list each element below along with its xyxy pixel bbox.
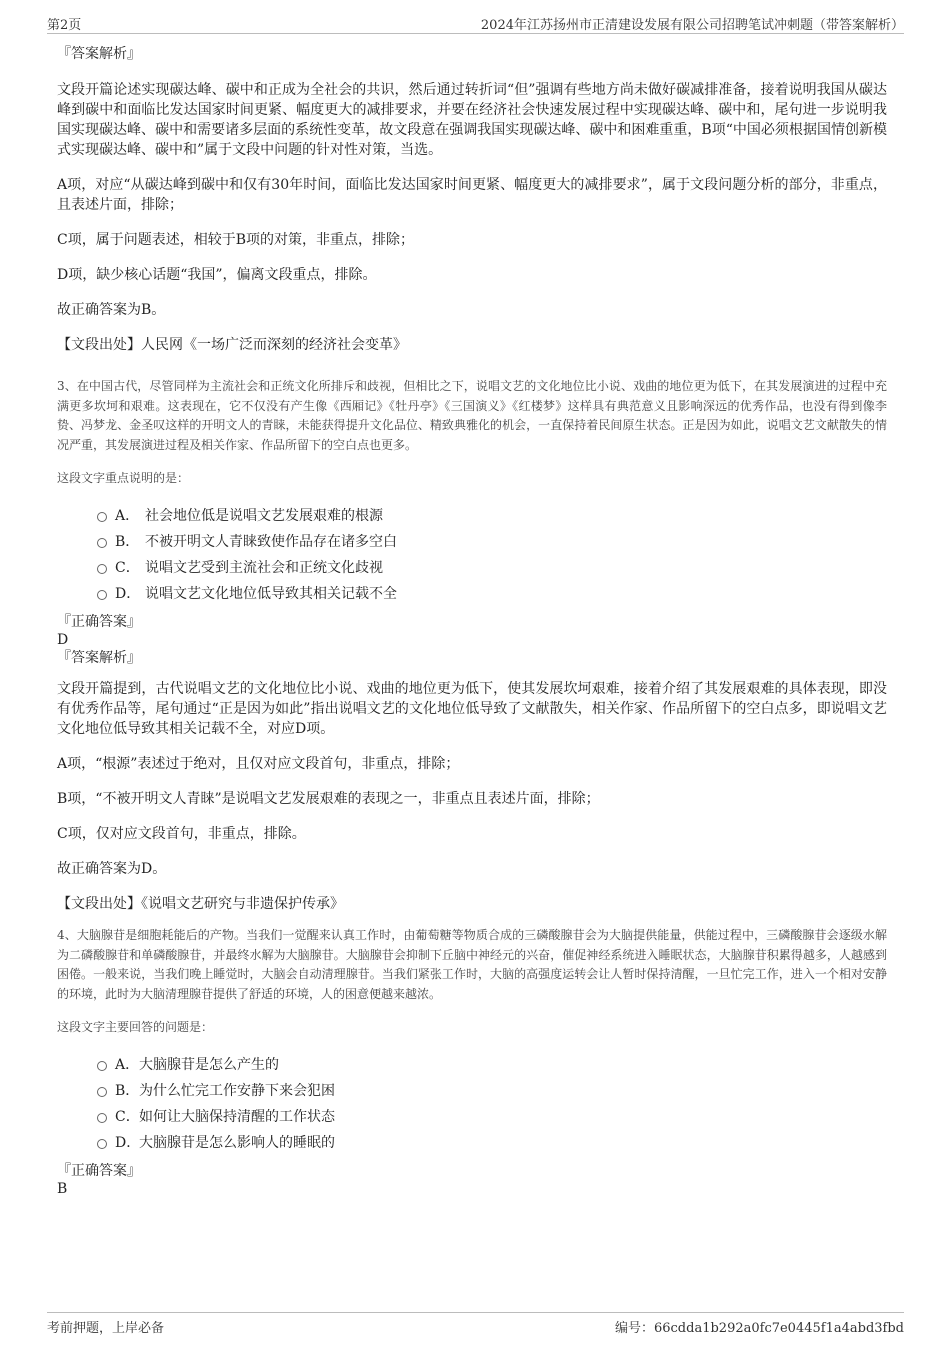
option-text: 大脑腺苷是怎么产生的: [139, 1057, 279, 1073]
question-text: 3、在中国古代，尽管同样为主流社会和正统文化所排斥和歧视，但相比之下，说唱文艺的文化地位比小说、戏曲的地位更为低下，在其发展演进的过程中充满更多坎坷和艰难。这表现在，它不仅没有产生像《西厢记》《牡丹亭》《三国演义》《红楼梦》这样具有典范意义且影响深远的优秀作品，也没有得到像李贽、冯梦龙、金圣叹这样的开明文人的青睐，未能获得提升文化品位、精致典雅化的机会，一直保持着民间原生状态。正是因为如此，说唱文艺文献散失的情况严重，其发展演进过程及相关作家、作品所留下的空白点也更多。: [57, 379, 887, 452]
radio-button-icon[interactable]: [97, 1061, 107, 1071]
option-text: 大脑腺苷是怎么影响人的睡眠的: [139, 1135, 335, 1151]
question-4: [57, 926, 887, 1198]
answer-label: 『正确答案』: [57, 1163, 141, 1179]
analysis-label: 『答案解析』: [57, 46, 141, 62]
option-text: 不被开明文人青睐致使作品存在诸多空白: [145, 534, 397, 550]
option-d[interactable]: [57, 581, 887, 607]
source-citation: 【文段出处】《说唱文艺研究与非遗保护传承》: [57, 896, 344, 912]
option-letter: C．: [115, 560, 140, 576]
page-header: [47, 12, 904, 34]
option-b[interactable]: [57, 1078, 887, 1104]
source-citation: 【文段出处】人民网《一场广泛而深刻的经济社会变革》: [57, 337, 407, 353]
option-d-analysis: D项，缺少核心话题“我国”，偏离文段重点，排除。: [57, 267, 377, 283]
option-letter: B．: [115, 534, 140, 550]
option-letter: B．: [115, 1083, 140, 1099]
option-a-analysis: A项，“根源”表述过于绝对，且仅对应文段首句，非重点，排除；: [57, 756, 460, 772]
question-prompt: 这段文字主要回答的问题是：: [57, 1020, 214, 1034]
question-text: 4、大脑腺苷是细胞耗能后的产物。当我们一觉醒来认真工作时，由葡萄糖等物质合成的三磷酸腺苷会为大脑提供能量，供能过程中，三磷酸腺苷会逐级水解为二磷酸腺苷和单磷酸腺苷，并最终水解为大脑腺苷。大脑腺苷会抑制下丘脑中神经元的兴奋，催促神经系统进入睡眠状态，大脑腺苷积累得越多，人越感到困倦。一般来说，当我们晚上睡觉时，大脑会自动清理腺苷。当我们紧张工作时，大脑的高强度运转会让人暂时保持清醒，一旦忙完工作，进入一个相对安静的环境，此时为大脑清理腺苷提供了舒适的环境，人的困意便越来越浓。: [57, 928, 887, 1001]
page-number: 第2页: [47, 18, 82, 33]
answer-value: D: [57, 632, 69, 648]
option-c[interactable]: [57, 1104, 887, 1130]
question-prompt: 这段文字重点说明的是：: [57, 471, 190, 485]
page-footer: [47, 1312, 904, 1335]
option-a-analysis: A项，对应“从碳达峰到碳中和仅有30年时间，面临比发达国家时间更紧、幅度更大的减排要求”，属于文段问题分析的部分，非重点，且表述片面，排除；: [57, 177, 887, 213]
option-letter: D．: [115, 1135, 141, 1151]
option-text: 说唱文艺文化地位低导致其相关记载不全: [145, 586, 397, 602]
document-body: [57, 44, 887, 1198]
radio-button-icon[interactable]: [97, 1113, 107, 1123]
answer-value: B: [57, 1181, 68, 1197]
document-id: 编号：66cdda1b292a0fc7e0445f1a4abd3fbd: [614, 1321, 904, 1336]
option-text: 说唱文艺受到主流社会和正统文化歧视: [145, 560, 383, 576]
option-d[interactable]: [57, 1130, 887, 1156]
radio-button-icon[interactable]: [97, 538, 107, 548]
question-2-analysis: [57, 44, 887, 355]
conclusion: 故正确答案为B。: [57, 302, 166, 318]
option-c-analysis: C项，仅对应文段首句，非重点，排除。: [57, 826, 306, 842]
option-list: [57, 1052, 887, 1156]
option-letter: C．: [115, 1109, 140, 1125]
radio-button-icon[interactable]: [97, 564, 107, 574]
analysis-text: 文段开篇论述实现碳达峰、碳中和正成为全社会的共识，然后通过转折词“但”强调有些地方尚未做好碳减排准备，接着说明我国从碳达峰到碳中和面临比发达国家时间更紧、幅度更大的减排要求，并要在经济社会快速发展过程中实现碳达峰、碳中和，尾句进一步说明我国实现碳达峰、碳中和需要诸多层面的系统性变革，故文段意在强调我国实现碳达峰、碳中和困难重重，B项“中国必须根据国情创新模式实现碳达峰、碳中和”属于文段中问题的针对性对策，当选。: [57, 82, 887, 158]
radio-button-icon[interactable]: [97, 512, 107, 522]
answer-label: 『正确答案』: [57, 614, 141, 630]
radio-button-icon[interactable]: [97, 1087, 107, 1097]
option-a[interactable]: [57, 503, 887, 529]
option-text: 为什么忙完工作安静下来会犯困: [139, 1083, 335, 1099]
question-3: [57, 377, 887, 914]
radio-button-icon[interactable]: [97, 590, 107, 600]
footer-slogan: 考前押题，上岸必备: [47, 1321, 165, 1336]
option-c-analysis: C项，属于问题表述，相较于B项的对策，非重点，排除；: [57, 232, 414, 248]
document-title: 2024年江苏扬州市正清建设发展有限公司招聘笔试冲刺题（带答案解析）: [480, 18, 904, 33]
option-text: 如何让大脑保持清醒的工作状态: [139, 1109, 335, 1125]
analysis-label: 『答案解析』: [57, 650, 141, 666]
option-letter: A．: [115, 508, 140, 524]
conclusion: 故正确答案为D。: [57, 861, 167, 877]
option-text: 社会地位低是说唱文艺发展艰难的根源: [145, 508, 383, 524]
radio-button-icon[interactable]: [97, 1139, 107, 1149]
option-letter: D．: [115, 586, 141, 602]
option-b[interactable]: [57, 529, 887, 555]
option-letter: A．: [115, 1057, 140, 1073]
option-list: [57, 503, 887, 607]
analysis-text: 文段开篇提到，古代说唱文艺的文化地位比小说、戏曲的地位更为低下，使其发展坎坷艰难，接着介绍了其发展艰难的具体表现，即没有优秀作品等，尾句通过“正是因为如此”指出说唱文艺的文化地位低导致了文献散失，相关作家、作品所留下的空白点多，即说唱文艺文化地位低导致其相关记载不全，对应D项。: [57, 681, 887, 737]
option-b-analysis: B项，“不被开明文人青睐”是说唱文艺发展艰难的表现之一，非重点且表述片面，排除；: [57, 791, 600, 807]
option-a[interactable]: [57, 1052, 887, 1078]
option-c[interactable]: [57, 555, 887, 581]
